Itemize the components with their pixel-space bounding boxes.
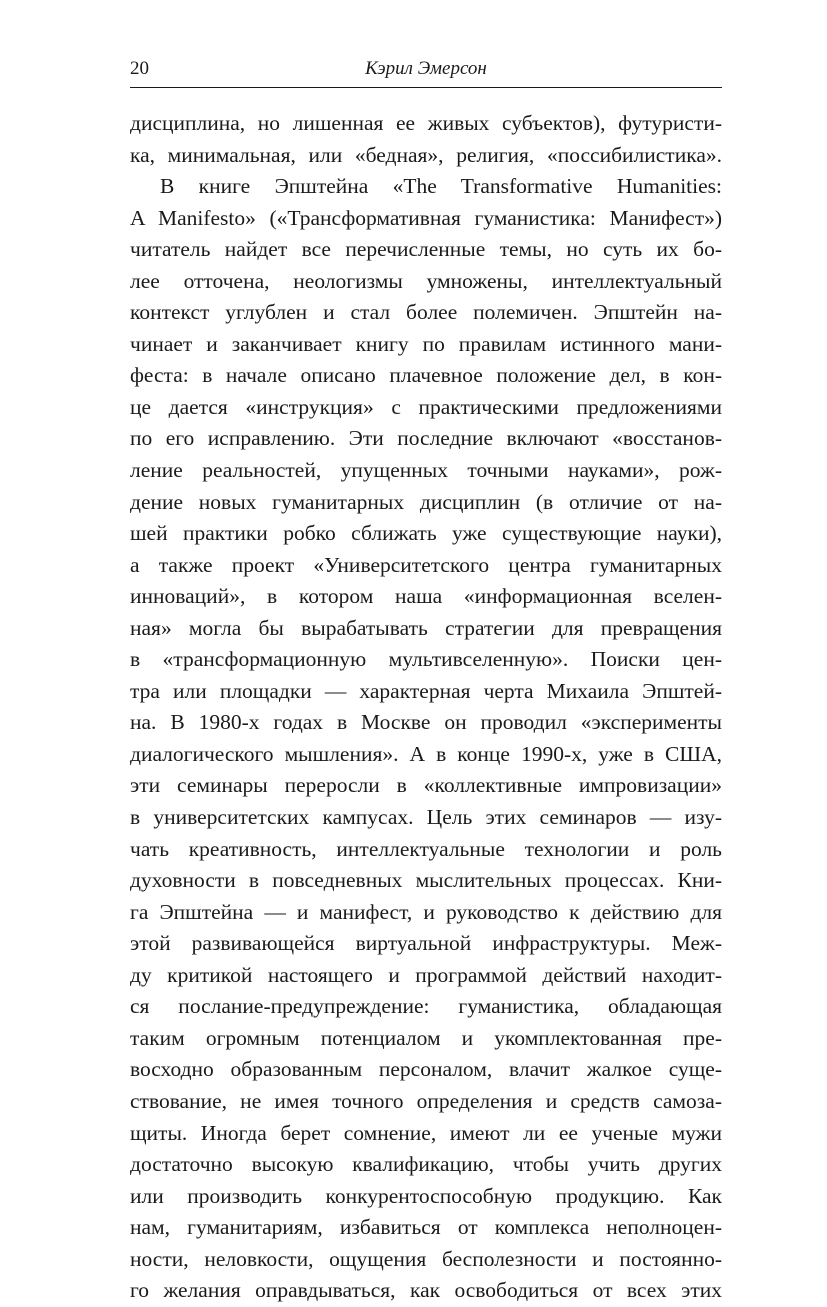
text-line: чать креативность, интеллектуальные технологии и роль [130, 836, 722, 861]
text-line-paragraph-start: В книге Эпштейна «The Transformative Humanities: [160, 174, 722, 199]
running-head [130, 58, 722, 84]
text-line: тра или площадки — характерная черта Михаила Эпштей- [130, 678, 722, 703]
text-line: восходно образованным персоналом, влачит жалкое суще- [130, 1057, 722, 1082]
text-line: феста: в начале описано плачевное положение дел, в кон- [130, 363, 722, 388]
text-line: этой развивающейся виртуальной инфраструктуры. Меж- [130, 931, 722, 956]
text-line: чинает и заканчивает книгу по правилам истинного мани- [130, 331, 722, 356]
text-line: га Эпштейна — и манифест, и руководство к действию для [130, 899, 722, 924]
text-line: достаточно высокую квалификацию, чтобы учить других [130, 1152, 722, 1177]
text-line: ности, неловкости, ощущения бесполезности и постоянно- [130, 1246, 722, 1271]
text-line: го желания оправдываться, как освободиться от всех этих [130, 1278, 722, 1303]
text-line: или производить конкурентоспособную продукцию. Как [130, 1183, 722, 1208]
text-line: ся послание-предупреждение: гуманистика, обладающая [130, 994, 722, 1019]
text-line: диалогического мышления». А в конце 1990-х, уже в США, [130, 741, 722, 766]
text-line: нам, гуманитариям, избавиться от комплекса неполноцен- [130, 1215, 722, 1240]
page-number: 20 [130, 58, 149, 79]
text-line: це дается «инструкция» с практическими предложениями [130, 394, 722, 419]
text-line: ная» могла бы вырабатывать стратегии для превращения [130, 615, 722, 640]
text-line: шей практики робко сближать уже существующие науки), [130, 521, 722, 546]
text-line: лее отточена, неологизмы умножены, интеллектуальный [130, 268, 722, 293]
text-line: дение новых гуманитарных дисциплин (в отличие от на- [130, 489, 722, 514]
text-line: в «трансформационную мультивселенную». Поиски цен- [130, 647, 722, 672]
body-text [130, 108, 722, 1307]
text-line: ду критикой настоящего и программой действий находит- [130, 962, 722, 987]
header-rule [130, 87, 722, 88]
text-line: таким огромным потенциалом и укомплектованная пре- [130, 1025, 722, 1050]
text-line: инноваций», в котором наша «информационная вселен- [130, 584, 722, 609]
text-line: контекст углублен и стал более полемичен. Эпштейн на- [130, 300, 722, 325]
text-line: A Manifesto» («Трансформативная гуманистика: Манифест») [130, 205, 722, 230]
text-line: читатель найдет все перечисленные темы, но суть их бо- [130, 237, 722, 262]
text-line: щиты. Иногда берет сомнение, имеют ли ее ученые мужи [130, 1120, 722, 1145]
text-line: ка, минимальная, или «бедная», религия, «поссибилистика». [130, 142, 722, 167]
text-line: а также проект «Университетского центра гуманитарных [130, 552, 722, 577]
text-line: ление реальностей, упущенных точными науками», рож- [130, 458, 722, 483]
text-line: по его исправлению. Эти последние включают «восстанов- [130, 426, 722, 451]
running-head-author: Кэрил Эмерсон [365, 58, 487, 79]
text-line: в университетских кампусах. Цель этих семинаров — изу- [130, 805, 722, 830]
text-line: эти семинары переросли в «коллективные импровизации» [130, 773, 722, 798]
text-line: ствование, не имея точного определения и средств самоза- [130, 1088, 722, 1113]
text-line: на. В 1980-х годах в Москве он проводил «эксперименты [130, 710, 722, 735]
text-line: духовности в повседневных мыслительных процессах. Кни- [130, 868, 722, 893]
text-line: дисциплина, но лишенная ее живых субъектов), футуристи- [130, 111, 722, 135]
